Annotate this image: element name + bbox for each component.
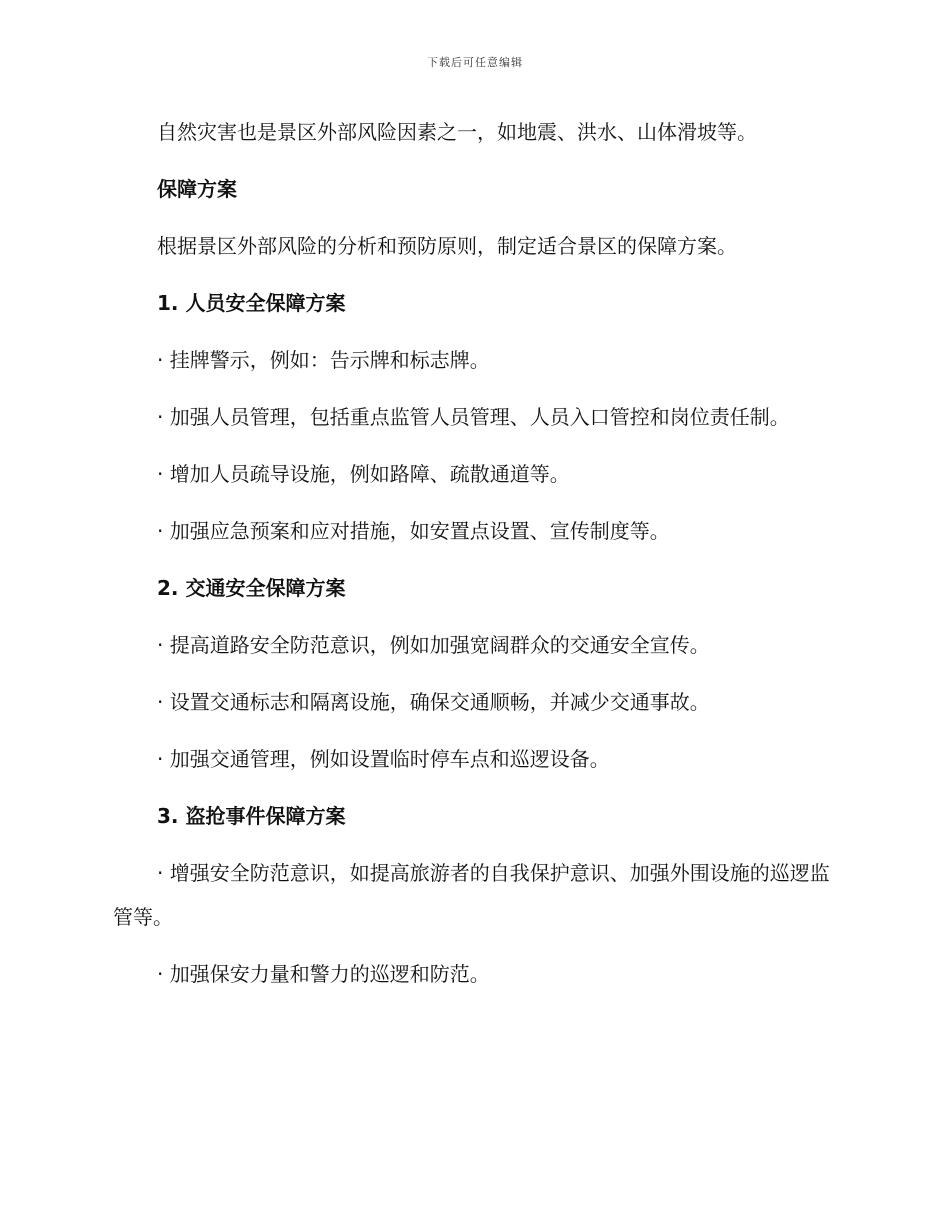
list-item: · 挂牌警示，例如：告示牌和标志牌。 xyxy=(157,348,490,372)
list-item: · 加强交通管理，例如设置临时停车点和巡逻设备。 xyxy=(157,747,610,771)
paragraph: 根据景区外部风险的分析和预防原则，制定适合景区的保障方案。 xyxy=(157,234,737,258)
list-item: · 增强安全防范意识，如提高旅游者的自我保护意识、加强外围设施的巡逻监管等。 xyxy=(113,861,830,929)
section-heading: 1. 人员安全保障方案 xyxy=(157,291,346,315)
section-heading: 2. 交通安全保障方案 xyxy=(157,576,346,600)
list-item: · 增加人员疏导设施，例如路障、疏散通道等。 xyxy=(157,462,570,486)
document-body xyxy=(113,110,833,996)
section-heading: 保障方案 xyxy=(157,177,237,201)
section-heading: 3. 盗抢事件保障方案 xyxy=(157,804,346,828)
list-item: · 加强人员管理，包括重点监管人员管理、人员入口管控和岗位责任制。 xyxy=(157,405,790,429)
list-item: · 提高道路安全防范意识，例如加强宽阔群众的交通安全宣传。 xyxy=(157,633,710,657)
list-item: · 加强保安力量和警力的巡逻和防范。 xyxy=(157,962,490,986)
list-item: · 设置交通标志和隔离设施，确保交通顺畅，并减少交通事故。 xyxy=(157,690,710,714)
list-item: · 加强应急预案和应对措施，如安置点设置、宣传制度等。 xyxy=(157,519,670,543)
page-header: 下载后可任意编辑 xyxy=(427,56,523,69)
paragraph: 自然灾害也是景区外部风险因素之一，如地震、洪水、山体滑坡等。 xyxy=(157,120,757,144)
